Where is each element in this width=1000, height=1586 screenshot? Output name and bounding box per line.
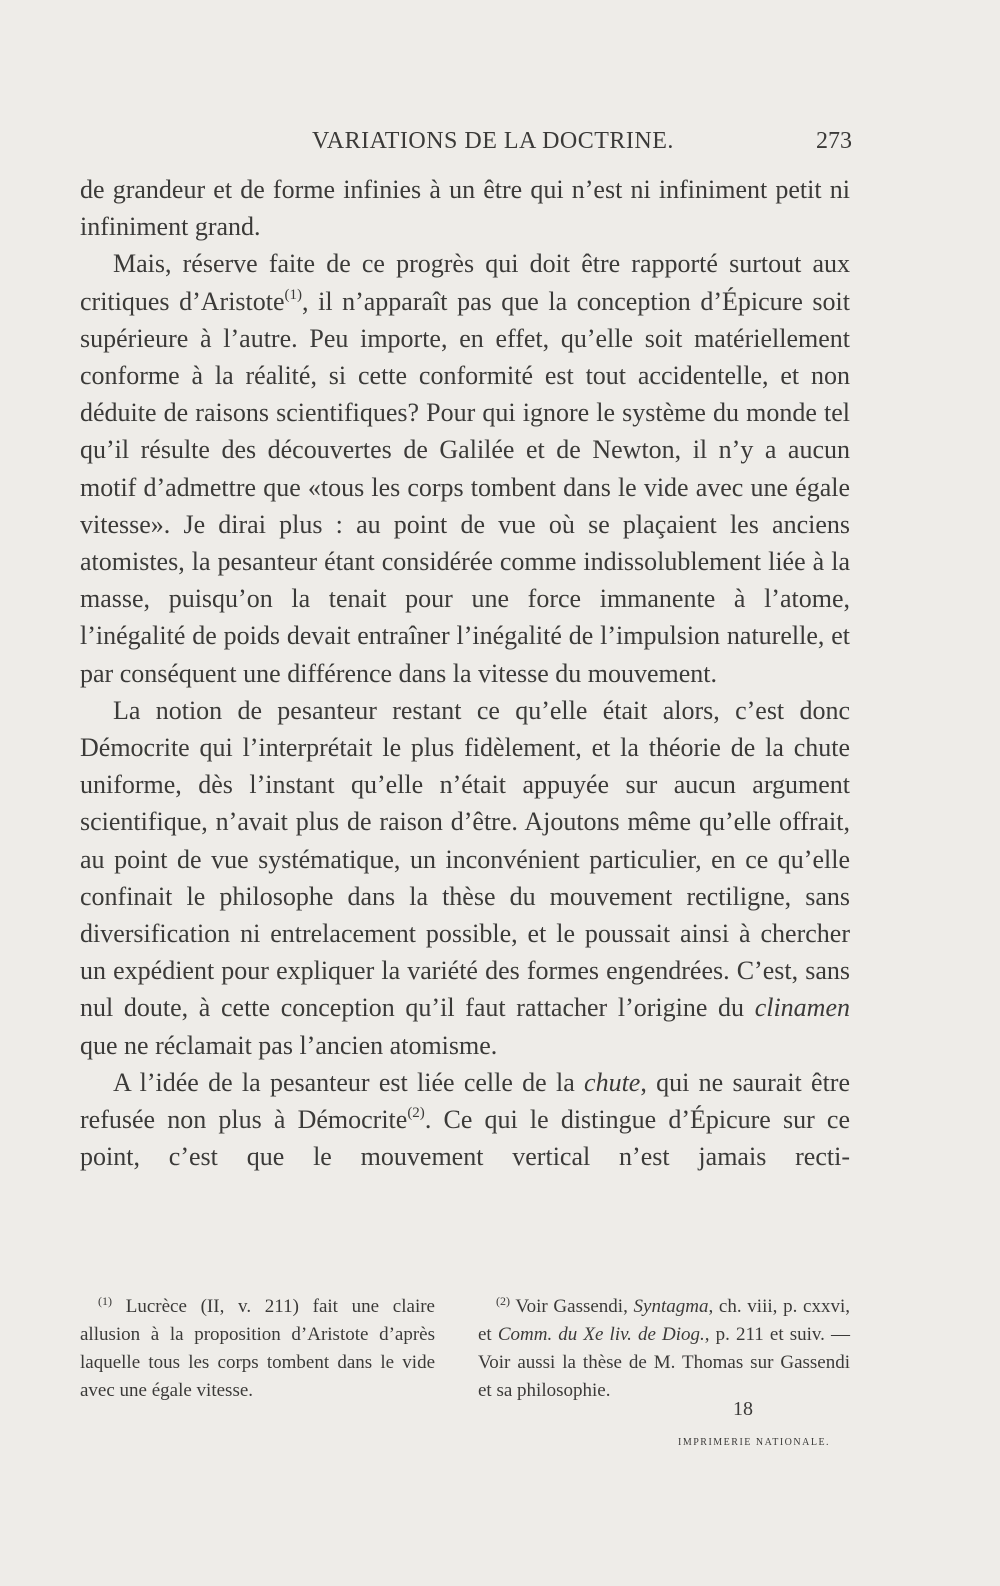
page-number: 273 [816,128,852,154]
footnote-ref-2: (2) [407,1105,425,1122]
footnote-2-emphasis-1: Syntagma [633,1296,709,1317]
imprint: IMPRIMERIE NATIONALE. [678,1437,831,1448]
footnote-1-text: Lucrèce (II, v. 211) fait une claire allusion à la proposition d’Aristote d’après laquelle tous les corps tombent dans le vide avec une égale vitesse. [80,1296,435,1401]
signature-mark: 18 [733,1398,753,1420]
footnote-ref-1: (1) [284,286,303,303]
paragraph-3-emphasis: clinamen [754,993,850,1023]
footnote-1 [80,1293,435,1405]
paragraph-4-emphasis: chute [584,1067,641,1097]
paragraph-4 [80,1064,850,1176]
paragraph-3 [80,692,850,1064]
paragraph-1-text: de grandeur et de forme infinies à un être qui n’est ni infiniment petit ni infiniment grand. [80,175,850,242]
body-text [80,171,850,1175]
paragraph-1 [80,171,850,245]
paragraph-4-text-b: , qui ne saurait être refusée non plus à Démocrite [80,1067,851,1135]
footnote-2-emphasis-2: Comm. du Xe liv. de Diog. [497,1324,705,1345]
paragraph-4-text-c: . Ce qui le distingue d’Épicure sur ce point, c’est que le mouvement vertical n’est jamais recti- [80,1105,850,1172]
footnote-2 [478,1293,850,1405]
paragraph-2-text-b: , il n’apparaît pas que la conception d’Épicure soit supérieure à l’autre. Peu importe, en effet, qu’elle soit matériellement conforme à la réalité, si cette conformité est tout accidentelle, et non déduite de raisons scientifiques? Pour qui ignore le système du monde tel qu’il résulte des découvertes de Galilée et de Newton, il n’y a aucun motif d’admettre que «tous les corps tombent dans le vide avec une égale vitesse». Je dirai plus : au point de vue où se plaçaient les anciens atomistes, la pesanteur étant considérée comme indissolublement liée à la masse, puisqu’on la tenait pour une force immanente à l’atome, l’inégalité de poids devait entraîner l’inégalité de l’impulsion naturelle, et par conséquent une différence dans la vitesse du mouvement. [80,286,851,688]
paragraph-3-text-b: que ne réclamait pas l’ancien atomisme. [80,1030,498,1060]
footnote-2-text-b: , ch. viii, p. cxxvi, et [478,1296,850,1345]
footnote-2-mark: (2) [496,1294,510,1308]
paragraph-2 [80,245,850,691]
footnote-1-mark: (1) [98,1294,112,1308]
paragraph-2-text-a: Mais, réserve faite de ce progrès qui doit être rapporté surtout aux critiques d’Aristote [80,249,850,316]
footnote-2-text-c: , p. 211 et suiv. — Voir aussi la thèse de M. Thomas sur Gassendi et sa philosophie. [478,1324,851,1401]
page-header [82,128,852,164]
paragraph-4-text-a: A l’idée de la pesanteur est liée celle de la [113,1067,585,1097]
running-title: VARIATIONS DE LA DOCTRINE. [312,128,674,154]
paragraph-3-text-a: La notion de pesanteur restant ce qu’elle était alors, c’est donc Démocrite qui l’interprétait le plus fidèlement, et la théorie de la chute uniforme, dès l’instant qu’elle n’était appuyée sur aucun argument scientifique, n’avait plus de raison d’être. Ajoutons même qu’elle offrait, au point de vue systématique, un inconvénient particulier, en ce qu’elle confinait le philosophe dans la thèse du mouvement rectiligne, sans diversification ni entrelacement possible, et le poussait ainsi à chercher un expédient pour expliquer la variété des formes engendrées. C’est, sans nul doute, à cette conception qu’il faut rattacher l’origine du [80,695,850,1023]
footnote-2-text-a: Voir Gassendi, [510,1296,634,1317]
